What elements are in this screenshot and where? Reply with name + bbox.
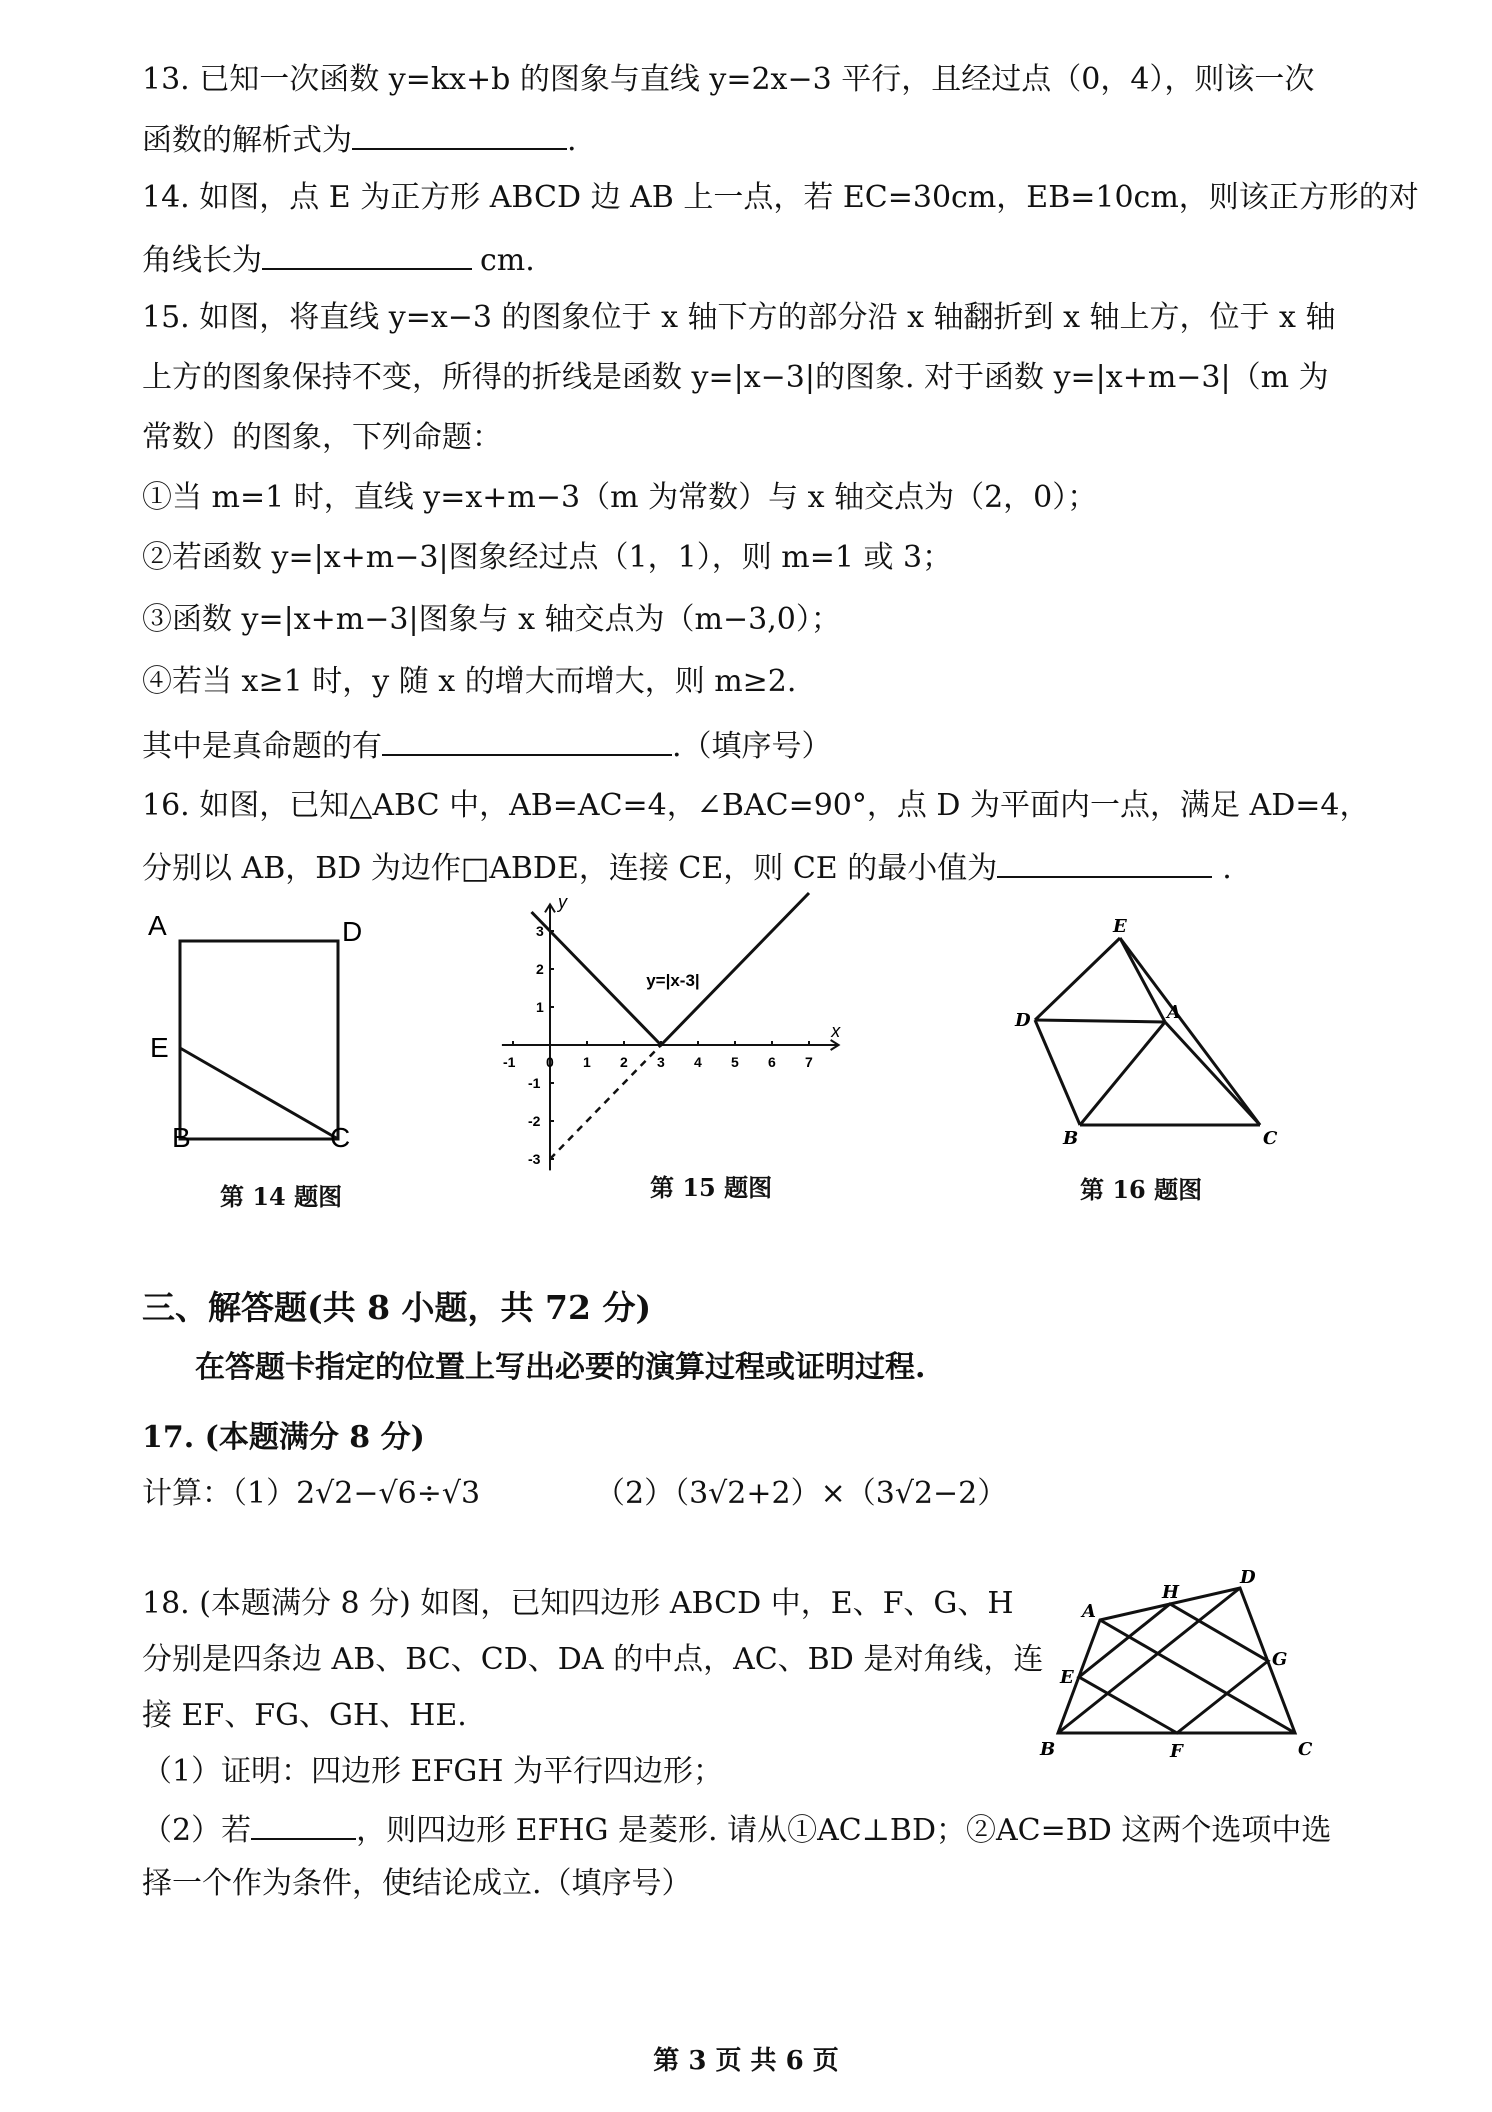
q15-line1: 15. 如图，将直线 y=x−3 的图象位于 x 轴下方的部分沿 x 轴翻折到 x 轴上方，位于 x 轴 bbox=[142, 300, 1336, 335]
fig15-x-tick-label: 2 bbox=[620, 1054, 628, 1070]
fig15-x-tick-label: 3 bbox=[657, 1054, 665, 1070]
fig15-x-tick-label: 4 bbox=[694, 1054, 702, 1070]
fig14-label-b: B bbox=[172, 1122, 191, 1153]
q15-line3: 常数）的图象，下列命题： bbox=[142, 420, 502, 455]
q18-line3: 接 EF、FG、GH、HE. bbox=[142, 1698, 467, 1733]
fig16-label-d: D bbox=[1015, 1010, 1031, 1031]
q14-line2-unit: cm. bbox=[480, 243, 535, 278]
section-3-title: 三、解答题(共 8 小题，共 72 分) bbox=[142, 1288, 652, 1327]
q16-line1: 16. 如图，已知△ABC 中，AB=AC=4，∠BAC=90°，点 D 为平面内一点，满足 AD=4， bbox=[142, 788, 1370, 823]
q15-ask-text: 其中是真命题的有 bbox=[142, 729, 382, 764]
segment-ac bbox=[1165, 1022, 1260, 1125]
fig15-caption: 第 15 题图 bbox=[650, 1173, 773, 1202]
q15-answer-blank bbox=[382, 724, 672, 756]
figure-16 bbox=[1005, 910, 1295, 1150]
segment-db bbox=[1035, 1020, 1080, 1125]
fig15-x-tick-label: 6 bbox=[768, 1054, 776, 1070]
figure-14 bbox=[140, 905, 380, 1165]
q18-answer-blank bbox=[251, 1808, 356, 1840]
q18-part-2-line2: 择一个作为条件，使结论成立.（填序号） bbox=[142, 1866, 692, 1901]
fig18-label-b: B bbox=[1040, 1739, 1056, 1760]
fig16-caption: 第 16 题图 bbox=[1080, 1175, 1203, 1204]
square-abcd bbox=[180, 941, 338, 1139]
fig15-series-abs-line bbox=[532, 893, 810, 1045]
fig15-y-tick-label: 3 bbox=[536, 923, 544, 939]
fig15-y-tick-label: -1 bbox=[528, 1075, 541, 1091]
fig15-series-dashed-line bbox=[550, 1045, 661, 1159]
q15-ask-end: .（填序号） bbox=[672, 729, 832, 764]
q17-calc bbox=[142, 1474, 480, 1514]
q14-line1: 14. 如图，点 E 为正方形 ABCD 边 AB 上一点，若 EC=30cm，EB=10cm，则该正方形的对 bbox=[142, 180, 1419, 215]
fig18-label-c: C bbox=[1298, 1739, 1313, 1760]
q16-line2-end: . bbox=[1222, 851, 1232, 886]
fig16-label-b: B bbox=[1063, 1128, 1079, 1149]
fig16-label-a: A bbox=[1167, 1002, 1181, 1023]
q16-line2 bbox=[142, 846, 1232, 889]
q15-ask bbox=[142, 724, 832, 767]
q13-line2-text: 函数的解析式为 bbox=[142, 123, 352, 158]
q18-line2: 分别是四条边 AB、BC、CD、DA 的中点，AC、BD 是对角线，连 bbox=[142, 1642, 1044, 1677]
fig15-y-tick-label: -2 bbox=[528, 1113, 541, 1129]
q18-part-2 bbox=[142, 1808, 1331, 1851]
q14-answer-blank bbox=[262, 238, 472, 270]
q14-line2 bbox=[142, 238, 535, 281]
fig15-x-tick-label: 5 bbox=[731, 1054, 739, 1070]
fig14-label-d: D bbox=[342, 916, 363, 947]
q16-answer-blank bbox=[997, 846, 1212, 878]
fig14-label-a: A bbox=[148, 910, 167, 941]
fig18-label-f: F bbox=[1170, 1741, 1183, 1762]
fig16-label-c: C bbox=[1263, 1128, 1278, 1149]
segment-ab bbox=[1080, 1022, 1165, 1125]
fig18-label-g: G bbox=[1272, 1649, 1288, 1670]
fig14-label-c: C bbox=[330, 1122, 351, 1153]
fig18-label-h: H bbox=[1162, 1582, 1180, 1603]
q15-option-4: ④若当 x≥1 时，y 随 x 的增大而增大，则 m≥2. bbox=[142, 664, 797, 699]
q18-part-2-rest: ，则四边形 EFHG 是菱形. 请从①AC⊥BD；②AC=BD 这两个选项中选 bbox=[356, 1813, 1332, 1848]
q15-option-3: ③函数 y=|x+m−3|图象与 x 轴交点为（m−3,0）； bbox=[142, 602, 841, 637]
segment-ec bbox=[1120, 938, 1260, 1125]
q17-part-1: （1）2√2−√6÷√3 bbox=[232, 1476, 481, 1511]
fig15-y-tick-label: 1 bbox=[536, 999, 544, 1015]
fig14-label-e: E bbox=[150, 1032, 169, 1063]
q17-part-2: （2）（3√2+2）×（3√2−2） bbox=[595, 1476, 1008, 1511]
q13-line2 bbox=[142, 118, 577, 161]
q13-answer-blank bbox=[352, 118, 567, 150]
fig16-label-e: E bbox=[1113, 916, 1127, 937]
segment-ec bbox=[180, 1048, 338, 1139]
fig14-caption: 第 14 题图 bbox=[220, 1182, 343, 1211]
segment-da bbox=[1035, 1020, 1165, 1022]
segment-ed bbox=[1035, 938, 1120, 1020]
q13-line1: 13. 已知一次函数 y=kx+b 的图象与直线 y=2x−3 平行，且经过点（0，4），则该一次 bbox=[142, 62, 1315, 97]
fig15-y-tick-label: 2 bbox=[536, 961, 544, 977]
fig15-y-axis-name: y bbox=[558, 892, 567, 913]
section-3-note: 在答题卡指定的位置上写出必要的演算过程或证明过程. bbox=[195, 1350, 926, 1385]
fig15-y-tick-label: -3 bbox=[528, 1151, 541, 1167]
fig18-label-e: E bbox=[1060, 1667, 1074, 1688]
q18-line1: 18. (本题满分 8 分) 如图，已知四边形 ABCD 中，E、F、G、H bbox=[142, 1586, 1014, 1621]
segment-ea bbox=[1120, 938, 1165, 1022]
fig15-x-tick-label: 0 bbox=[546, 1054, 554, 1070]
fig15-x-tick-label: 7 bbox=[805, 1054, 813, 1070]
fig15-x-tick-label: 1 bbox=[583, 1054, 591, 1070]
q17-head: 17. (本题满分 8 分) bbox=[142, 1420, 425, 1455]
q18-part-2-start: （2）若 bbox=[142, 1813, 252, 1848]
q15-option-2: ②若函数 y=|x+m−3|图象经过点（1，1），则 m=1 或 3； bbox=[142, 540, 953, 575]
fig18-label-d: D bbox=[1240, 1567, 1256, 1588]
fig18-label-a: A bbox=[1082, 1601, 1096, 1622]
fig15-x-axis-name: x bbox=[831, 1021, 841, 1041]
q14-line2-text: 角线长为 bbox=[142, 243, 262, 278]
q15-option-1: ①当 m=1 时，直线 y=x+m−3（m 为常数）与 x 轴交点为（2，0）； bbox=[142, 480, 1098, 515]
q15-line2: 上方的图象保持不变，所得的折线是函数 y=|x−3|的图象. 对于函数 y=|x+m−3|（m 为 bbox=[142, 360, 1329, 395]
fig15-function-label: y=|x-3| bbox=[646, 971, 700, 991]
q13-line2-end: . bbox=[567, 123, 577, 158]
fig15-x-tick-label: -1 bbox=[503, 1054, 516, 1070]
page-footer: 第 3 页 共 6 页 bbox=[653, 2046, 839, 2076]
q16-line2-text: 分别以 AB，BD 为边作□ABDE，连接 CE，则 CE 的最小值为 bbox=[142, 851, 998, 886]
q18-part-1: （1）证明：四边形 EFGH 为平行四边形； bbox=[142, 1754, 724, 1789]
figure-15-graph bbox=[500, 892, 900, 1195]
figure-18 bbox=[1030, 1565, 1330, 1765]
q17-calc-label: 计算： bbox=[142, 1476, 232, 1511]
